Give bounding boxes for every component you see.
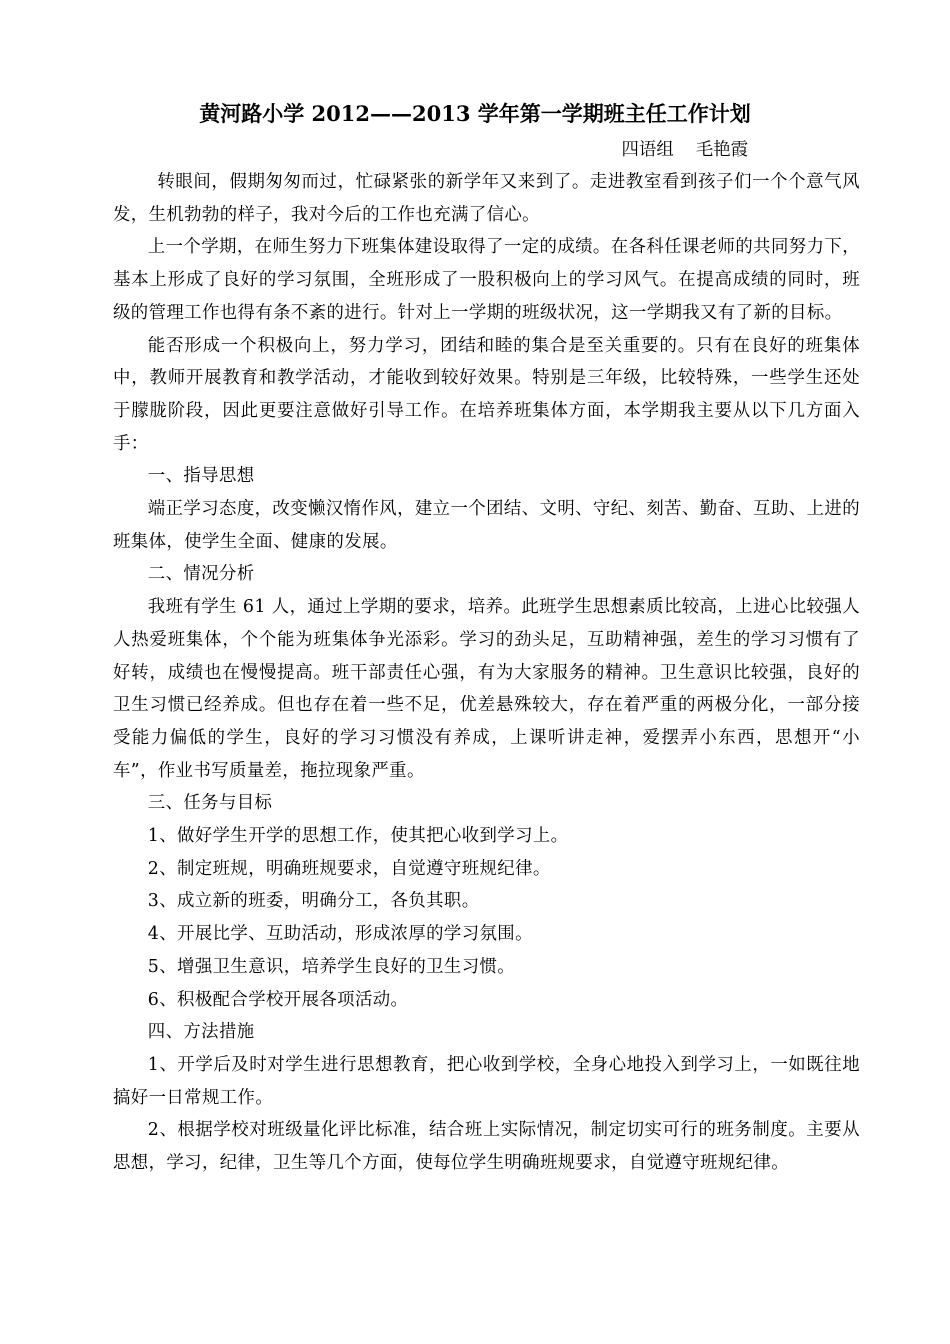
paragraph-intro: 转眼间，假期匆匆而过，忙碌紧张的新学年又来到了。走进教室看到孩子们一个个意气风发，生机勃勃的样子，我对今后的工作也充满了信心。	[113, 172, 860, 225]
section-heading-methods: 四、方法措施	[147, 1022, 255, 1043]
document-title: 黄河路小学 2012——2013 学年第一学期班主任工作计划	[199, 101, 751, 126]
list-item-task-6: 6、积极配合学校开展各项活动。	[147, 989, 409, 1010]
list-item-task-2: 2、制定班规，明确班规要求，自觉遵守班规纪律。	[147, 858, 551, 879]
paragraph-guiding-ideology: 端正学习态度，改变懒汉惰作风，建立一个团结、文明、守纪、刻苦、勤奋、互助、上进的班集体，使学生全面、健康的发展。	[113, 499, 860, 552]
list-item-task-3: 3、成立新的班委，明确分工，各负其职。	[147, 891, 480, 912]
section-heading-guiding-ideology: 一、指导思想	[147, 466, 255, 487]
list-item-method-2: 2、根据学校对班级量化评比标准，结合班上实际情况，制定切实可行的班务制度。主要从思想，学习，纪律，卫生等几个方面，使每位学生明确班规要求，自觉遵守班规纪律。	[113, 1120, 860, 1174]
list-item-task-4: 4、开展比学、互助活动，形成浓厚的学习氛围。	[147, 924, 533, 945]
list-item-task-1: 1、做好学生开学的思想工作，使其把心收到学习上。	[147, 826, 569, 847]
section-heading-tasks-goals: 三、任务与目标	[147, 793, 273, 814]
paragraph-last-semester: 上一个学期，在师生努力下班集体建设取得了一定的成绩。在各科任课老师的共同努力下，基本上形成了良好的学习氛围，全班形成了一股积极向上的学习风气。在提高成绩的同时，班级的管理工作也得有条不紊的进行。针对上一学期的班级状况，这一学期我又有了新的目标。	[113, 237, 860, 323]
paragraph-class-collective: 能否形成一个积极向上，努力学习，团结和睦的集合是至关重要的。只有在良好的班集体中，教师开展教育和教学活动，才能收到较好效果。特别是三年级，比较特殊，一些学生还处于朦胧阶段，因此更要注意做好引导工作。在培养班集体方面，本学期我主要从以下几方面入手：	[113, 335, 860, 454]
list-item-method-1: 1、开学后及时对学生进行思想教育，把心收到学校，全身心地投入到学习上，一如既往地搞好一日常规工作。	[113, 1054, 860, 1108]
paragraph-situation-analysis: 我班有学生 61 人，通过上学期的要求，培养。此班学生思想素质比较高，上进心比较强人人热爱班集体，个个能为班集体争光添彩。学习的劲头足，互助精神强，差生的学习习惯有了好转，成绩也在慢慢提高。班干部责任心强，有为大家服务的精神。卫生意识比较强，良好的卫生习惯已经养成。但也存在着一些不足，优差悬殊较大，存在着严重的两极分化，一部分接受能力偏低的学生，良好的学习习惯没有养成，上课听讲走神，爱摆弄小东西，思想开“小车”，作业书写质量差，拖拉现象严重。	[113, 597, 860, 781]
author-line: 四语组 毛艳霞	[621, 140, 748, 160]
section-heading-situation-analysis: 二、情况分析	[147, 564, 255, 585]
document-body	[113, 166, 860, 1180]
list-item-task-5: 5、增强卫生意识，培养学生良好的卫生习惯。	[147, 956, 516, 977]
